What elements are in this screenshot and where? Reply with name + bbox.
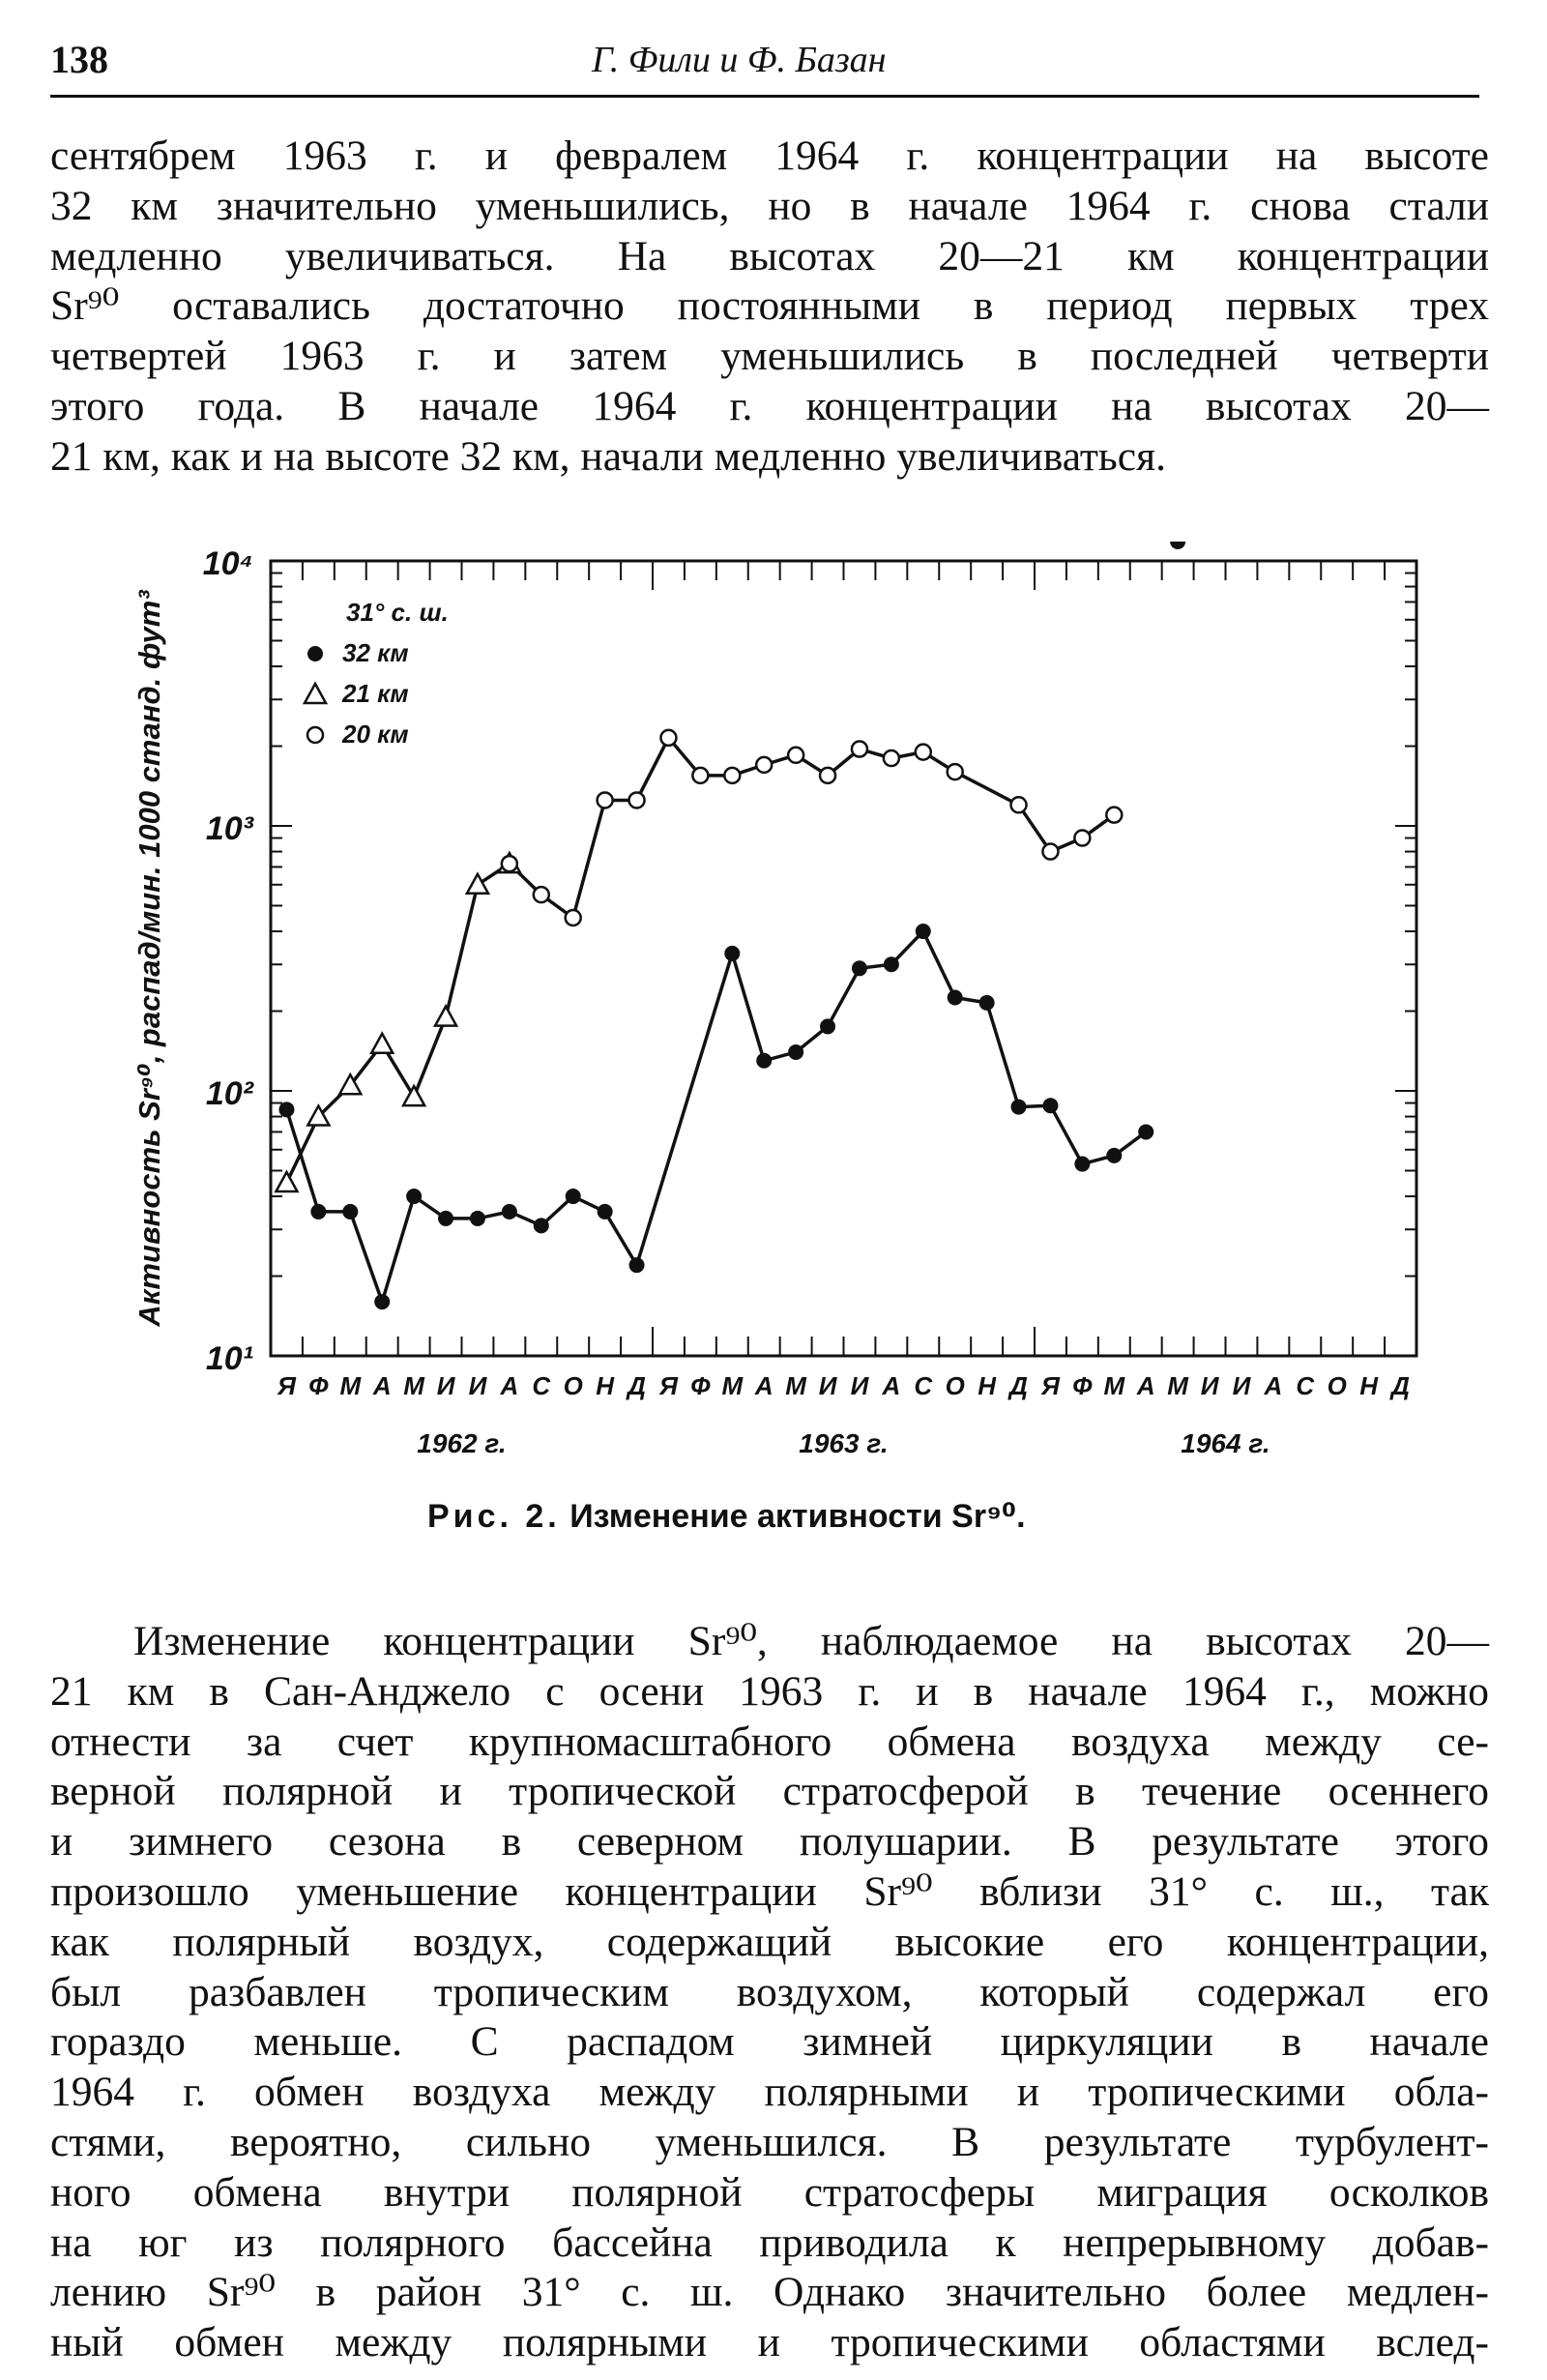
data-point xyxy=(342,1204,358,1219)
x-tick-label: О xyxy=(563,1371,583,1400)
data-point xyxy=(502,856,517,871)
text-line: был разбавлен тропическим воздухом, который содержал его xyxy=(50,1968,1489,2015)
data-point xyxy=(916,924,931,939)
x-tick-label: И xyxy=(436,1371,455,1400)
data-point xyxy=(1170,542,1185,549)
x-tick-label: Ф xyxy=(690,1371,711,1400)
x-tick-label: С xyxy=(914,1371,933,1400)
x-tick-label: М xyxy=(785,1371,806,1400)
text-line: стями, вероятно, сильно уменьшился. В результате турбулент- xyxy=(50,2118,1489,2165)
series-line-20км xyxy=(510,738,1114,918)
text-line: и зимнего сезона в северном полушарии. В результате этого xyxy=(50,1818,1489,1866)
data-point xyxy=(1106,808,1122,823)
x-tick-label: И xyxy=(818,1371,837,1400)
data-point xyxy=(916,745,931,760)
data-point xyxy=(403,1086,424,1105)
data-point xyxy=(948,990,963,1006)
page-header xyxy=(50,29,1481,93)
y-axis-label: Активность Sr⁹⁰, распад/мин. 1000 станд. фут³ xyxy=(132,590,166,1327)
x-tick-label: А xyxy=(500,1371,519,1400)
year-label: 1962 г. xyxy=(417,1428,507,1458)
data-point xyxy=(1138,1124,1153,1139)
data-point xyxy=(598,792,613,808)
text-line: этого года. В начале 1964 г. концентрации на высотах 20— xyxy=(50,382,1489,429)
x-tick-label: О xyxy=(945,1371,965,1400)
text-line: 21 км, как и на высоте 32 км, начали медленно увеличиваться. xyxy=(50,432,1166,480)
data-point xyxy=(629,792,645,808)
data-point xyxy=(534,887,549,902)
header-rule xyxy=(50,95,1479,98)
year-label: 1963 г. xyxy=(799,1428,889,1458)
x-tick-label: Н xyxy=(596,1371,615,1400)
data-point xyxy=(1042,1098,1058,1113)
legend-marker xyxy=(307,727,323,743)
x-tick-label: Д xyxy=(1009,1371,1028,1400)
text-line: 32 км значительно уменьшились, но в начале 1964 г. снова стали xyxy=(50,182,1489,229)
data-point xyxy=(788,748,803,763)
data-point xyxy=(310,1204,326,1219)
x-tick-label: А xyxy=(754,1371,774,1400)
x-tick-label: А xyxy=(1264,1371,1283,1400)
data-point xyxy=(276,1172,297,1191)
x-tick-label: Я xyxy=(277,1371,296,1400)
data-point xyxy=(598,1204,613,1219)
text-line: медленно увеличиваться. На высотах 20—21 км концентрации xyxy=(50,232,1489,279)
x-tick-label: Н xyxy=(1359,1371,1379,1400)
text-line: 1964 г. обмен воздуха между полярными и тропическими обла- xyxy=(50,2069,1489,2116)
legend-label: 20 км xyxy=(342,720,409,749)
chart-svg xyxy=(116,542,1450,1509)
x-tick-label: Н xyxy=(978,1371,997,1400)
data-point xyxy=(371,1034,393,1053)
text-line: 21 км в Сан-Анджело с осени 1963 г. и в начале 1964 г., можно xyxy=(50,1667,1489,1715)
x-tick-label: И xyxy=(1232,1371,1251,1400)
plot-frame xyxy=(271,561,1416,1356)
text-line: Sr⁹⁰ оставались достаточно постоянными в период первых трех xyxy=(50,282,1489,330)
text-line: гораздо меньше. С распадом зимней циркуляции в начале xyxy=(50,2018,1489,2066)
text-line: четвертей 1963 г. и затем уменьшились в последней четверти xyxy=(50,333,1489,380)
data-point xyxy=(884,956,899,972)
text-line: на юг из полярного бассейна приводила к непрерывному добав- xyxy=(50,2218,1489,2266)
data-point xyxy=(788,1044,803,1060)
text-line: произошло уменьшение концентрации Sr⁹⁰ вблизи 31° с. ш., так xyxy=(50,1867,1489,1915)
y-tick-label: 10² xyxy=(205,1075,253,1112)
data-point xyxy=(852,960,867,976)
data-point xyxy=(467,874,488,894)
x-tick-label: Д xyxy=(1391,1371,1410,1400)
data-point xyxy=(502,1204,517,1219)
data-point xyxy=(1011,797,1027,812)
caption-text: Изменение активности Sr⁹⁰. xyxy=(569,1498,1026,1535)
text-line: ного обмена внутри полярной стратосферы миграция осколков xyxy=(50,2168,1489,2216)
running-title: Г. Фили и Ф. Базан xyxy=(592,40,887,80)
x-tick-label: М xyxy=(721,1371,744,1400)
text-line: как полярный воздух, содержащий высокие его концентрации, xyxy=(50,1918,1489,1965)
text-line: лению Sr⁹⁰ в район 31° с. ш. Однако значительно более медлен- xyxy=(50,2269,1489,2316)
data-point xyxy=(1011,1100,1027,1115)
figure-chart xyxy=(116,542,1450,1509)
x-tick-label: И xyxy=(468,1371,487,1400)
data-point xyxy=(979,995,995,1011)
data-point xyxy=(566,1189,581,1204)
data-point xyxy=(852,742,867,757)
x-tick-label: Я xyxy=(1040,1371,1060,1400)
caption-label: Рис. 2. xyxy=(427,1498,561,1535)
x-tick-label: А xyxy=(372,1371,392,1400)
data-point xyxy=(278,1102,294,1117)
data-point xyxy=(629,1257,645,1273)
data-point xyxy=(1042,844,1058,860)
data-point xyxy=(1106,1148,1122,1163)
text-line: ный обмен между полярными и тропическими областями вслед- xyxy=(50,2319,1489,2366)
data-point xyxy=(438,1211,453,1226)
data-point xyxy=(374,1294,390,1309)
x-tick-label: М xyxy=(339,1371,362,1400)
text-line: верной полярной и тропической стратосферой в течение осеннего xyxy=(50,1768,1489,1815)
x-tick-label: М xyxy=(1103,1371,1125,1400)
data-point xyxy=(724,946,740,961)
year-label: 1964 г. xyxy=(1181,1428,1270,1458)
data-point xyxy=(1074,831,1090,846)
data-point xyxy=(756,1053,772,1069)
y-tick-label: 10⁴ xyxy=(202,545,253,582)
legend-marker xyxy=(307,646,323,661)
legend-label: 21 км xyxy=(342,679,409,708)
x-tick-label: Ф xyxy=(1072,1371,1093,1400)
data-point xyxy=(724,768,740,783)
series-line-21км xyxy=(286,864,509,1183)
x-tick-label: О xyxy=(1327,1371,1347,1400)
data-point xyxy=(820,1018,835,1034)
text-line: сентябрем 1963 г. и февралем 1964 г. концентрации на высоте xyxy=(50,132,1489,179)
x-tick-label: Я xyxy=(658,1371,678,1400)
x-tick-label: И xyxy=(1200,1371,1219,1400)
legend-title: 31° с. ш. xyxy=(346,598,449,627)
x-tick-label: Д xyxy=(628,1371,646,1400)
data-point xyxy=(660,730,676,746)
data-point xyxy=(948,764,963,779)
paragraph-top xyxy=(50,132,1489,483)
x-tick-label: А xyxy=(882,1371,901,1400)
y-tick-label: 10³ xyxy=(205,810,253,847)
x-tick-label: М xyxy=(1167,1371,1188,1400)
y-tick-label: 10¹ xyxy=(205,1340,253,1377)
data-point xyxy=(756,757,772,773)
x-tick-label: И xyxy=(850,1371,869,1400)
data-point xyxy=(470,1211,485,1226)
page-number: 138 xyxy=(50,38,108,81)
x-tick-label: С xyxy=(1296,1371,1315,1400)
legend-label: 32 км xyxy=(342,638,409,667)
data-point xyxy=(406,1189,422,1204)
series-line-32км xyxy=(286,931,1146,1302)
data-point xyxy=(884,750,899,766)
x-tick-label: А xyxy=(1136,1371,1155,1400)
legend-marker xyxy=(305,684,326,703)
x-tick-label: Ф xyxy=(308,1371,329,1400)
x-tick-label: С xyxy=(532,1371,551,1400)
data-point xyxy=(1074,1157,1090,1172)
x-tick-label: М xyxy=(403,1371,424,1400)
text-line: отнести за счет крупномасштабного обмена воздуха между се- xyxy=(50,1718,1489,1765)
paragraph-bottom xyxy=(50,1617,1489,2368)
data-point xyxy=(435,1007,456,1026)
text-line: Изменение концентрации Sr⁹⁰, наблюдаемое на высотах 20— xyxy=(133,1618,1489,1664)
data-point xyxy=(566,910,581,926)
data-point xyxy=(534,1218,549,1233)
data-point xyxy=(692,768,708,783)
data-point xyxy=(820,768,835,783)
figure-caption xyxy=(427,1497,1026,1536)
